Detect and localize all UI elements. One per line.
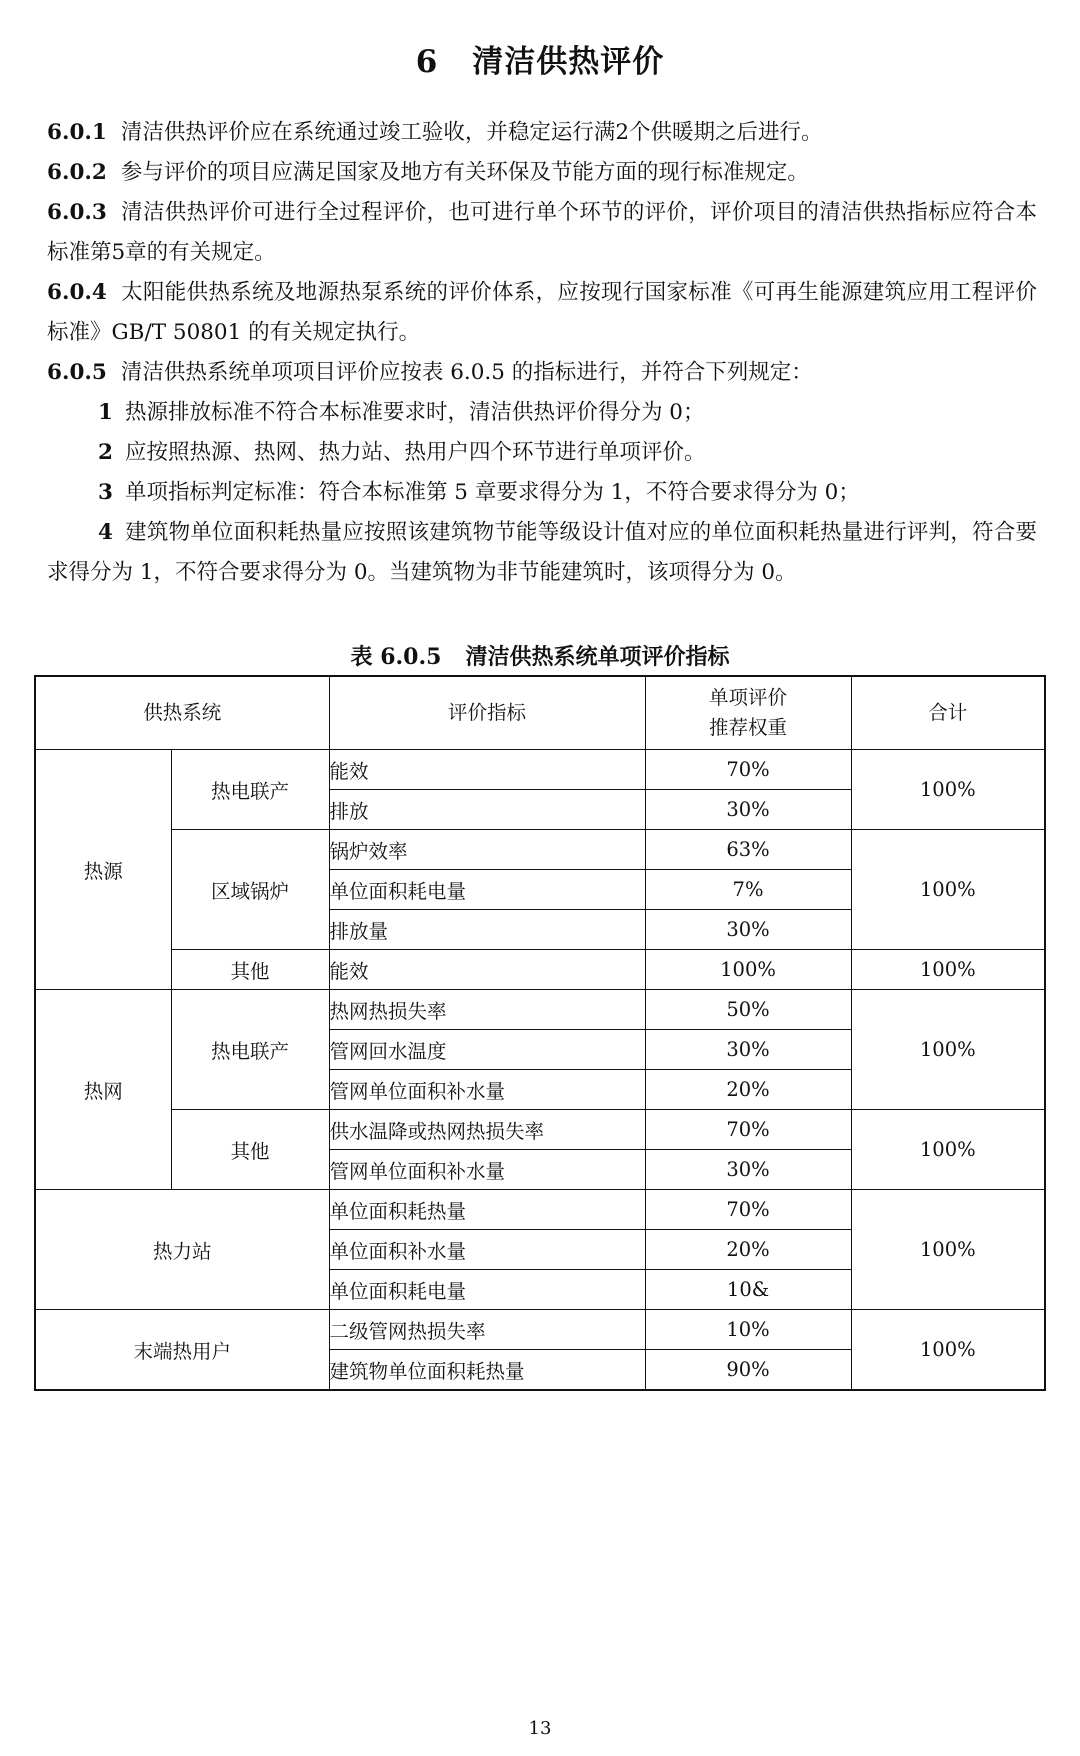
weight-cell: 20% (645, 1230, 851, 1270)
clause-number: 6.0.4 (47, 280, 107, 305)
clause-6-0-5 (47, 353, 1037, 393)
indicator-cell: 供水温降或热网热损失率 (329, 1110, 645, 1150)
clause-6-0-3 (47, 193, 1037, 273)
table-row (35, 1310, 1045, 1350)
clause-number: 6.0.2 (47, 160, 107, 185)
group-heat-station: 热力站 (35, 1190, 329, 1310)
total-cell: 100% (851, 950, 1045, 990)
item-text: 应按照热源、热网、热力站、热用户四个环节进行单项评价。 (124, 440, 706, 465)
table-header-row (35, 676, 1045, 750)
header-system: 供热系统 (35, 676, 329, 750)
indicator-cell: 排放量 (329, 910, 645, 950)
weight-cell: 70% (645, 1110, 851, 1150)
indicator-cell: 单位面积耗电量 (329, 870, 645, 910)
weight-cell: 10% (645, 1310, 851, 1350)
indicator-cell: 热网热损失率 (329, 990, 645, 1030)
total-cell: 100% (851, 1310, 1045, 1391)
subgroup-chp: 热电联产 (171, 990, 329, 1110)
indicator-cell: 单位面积补水量 (329, 1230, 645, 1270)
group-end-user: 末端热用户 (35, 1310, 329, 1391)
table-row (35, 1110, 1045, 1150)
body-text (47, 113, 1037, 593)
table-number: 表 6.0.5 (350, 644, 442, 670)
clause-text: 清洁供热系统单项项目评价应按表 6.0.5 的指标进行，并符合下列规定： (120, 360, 813, 385)
clause-text: 太阳能供热系统及地源热泵系统的评价体系，应按现行国家标准《可再生能源建筑应用工程评价标准》GB/T 50801 的有关规定执行。 (47, 280, 1037, 345)
weight-cell: 90% (645, 1350, 851, 1391)
item-text: 单项指标判定标准：符合本标准第 5 章要求得分为 1，不符合要求得分为 0； (124, 480, 860, 505)
clause-number: 6.0.3 (47, 200, 107, 225)
weight-cell: 50% (645, 990, 851, 1030)
header-total: 合计 (851, 676, 1045, 750)
group-heat-source: 热源 (35, 750, 171, 990)
item-number: 3 (98, 480, 113, 505)
list-item-3 (47, 473, 1037, 513)
indicator-cell: 排放 (329, 790, 645, 830)
clause-number: 6.0.1 (47, 120, 107, 145)
indicator-cell: 管网单位面积补水量 (329, 1150, 645, 1190)
weight-cell: 30% (645, 910, 851, 950)
chapter-heading: 清洁供热评价 (472, 44, 665, 80)
chapter-title (0, 36, 1080, 81)
table-caption (0, 640, 1080, 671)
item-text: 热源排放标准不符合本标准要求时，清洁供热评价得分为 0； (124, 400, 705, 425)
weight-cell: 30% (645, 1030, 851, 1070)
indicator-cell: 管网回水温度 (329, 1030, 645, 1070)
total-cell: 100% (851, 750, 1045, 830)
header-weight-line2: 推荐权重 (709, 716, 788, 739)
table-row (35, 830, 1045, 870)
table-title: 清洁供热系统单项评价指标 (465, 644, 730, 670)
total-cell: 100% (851, 1190, 1045, 1310)
indicator-cell: 建筑物单位面积耗热量 (329, 1350, 645, 1391)
header-indicator: 评价指标 (329, 676, 645, 750)
total-cell: 100% (851, 1110, 1045, 1190)
subgroup-other: 其他 (171, 950, 329, 990)
clause-text: 清洁供热评价应在系统通过竣工验收，并稳定运行满2个供暖期之后进行。 (120, 120, 823, 145)
evaluation-table (34, 675, 1046, 1391)
header-weight-line1: 单项评价 (709, 686, 788, 709)
table-row (35, 950, 1045, 990)
header-weight (645, 676, 851, 750)
subgroup-boiler: 区域锅炉 (171, 830, 329, 950)
weight-cell: 70% (645, 750, 851, 790)
item-number: 1 (98, 400, 113, 425)
indicator-cell: 能效 (329, 750, 645, 790)
table-row (35, 990, 1045, 1030)
weight-cell: 63% (645, 830, 851, 870)
indicator-cell: 二级管网热损失率 (329, 1310, 645, 1350)
weight-cell: 30% (645, 1150, 851, 1190)
subgroup-chp: 热电联产 (171, 750, 329, 830)
item-number: 2 (98, 440, 113, 465)
item-text: 建筑物单位面积耗热量应按照该建筑物节能等级设计值对应的单位面积耗热量进行评判，符合要求得分为 1，不符合要求得分为 0。当建筑物为非节能建筑时，该项得分为 0。 (47, 520, 1037, 585)
indicator-cell: 锅炉效率 (329, 830, 645, 870)
weight-cell: 70% (645, 1190, 851, 1230)
indicator-cell: 能效 (329, 950, 645, 990)
list-item-4 (47, 513, 1037, 593)
indicator-cell: 单位面积耗热量 (329, 1190, 645, 1230)
subgroup-other: 其他 (171, 1110, 329, 1190)
clause-text: 清洁供热评价可进行全过程评价，也可进行单个环节的评价，评价项目的清洁供热指标应符合本标准第5章的有关规定。 (47, 200, 1037, 265)
table-row (35, 1190, 1045, 1230)
total-cell: 100% (851, 830, 1045, 950)
clause-6-0-1 (47, 113, 1037, 153)
indicator-cell: 单位面积耗电量 (329, 1270, 645, 1310)
page-number: 13 (528, 1718, 552, 1739)
weight-cell: 30% (645, 790, 851, 830)
clause-6-0-4 (47, 273, 1037, 353)
clause-6-0-2 (47, 153, 1037, 193)
list-item-2 (47, 433, 1037, 473)
total-cell: 100% (851, 990, 1045, 1110)
clause-number: 6.0.5 (47, 360, 107, 385)
group-heat-network: 热网 (35, 990, 171, 1190)
list-item-1 (47, 393, 1037, 433)
weight-cell: 100% (645, 950, 851, 990)
indicator-cell: 管网单位面积补水量 (329, 1070, 645, 1110)
weight-cell: 10& (645, 1270, 851, 1310)
item-number: 4 (98, 520, 113, 545)
weight-cell: 20% (645, 1070, 851, 1110)
clause-text: 参与评价的项目应满足国家及地方有关环保及节能方面的现行标准规定。 (120, 160, 809, 185)
table-row (35, 750, 1045, 790)
weight-cell: 7% (645, 870, 851, 910)
chapter-number: 6 (415, 44, 439, 80)
